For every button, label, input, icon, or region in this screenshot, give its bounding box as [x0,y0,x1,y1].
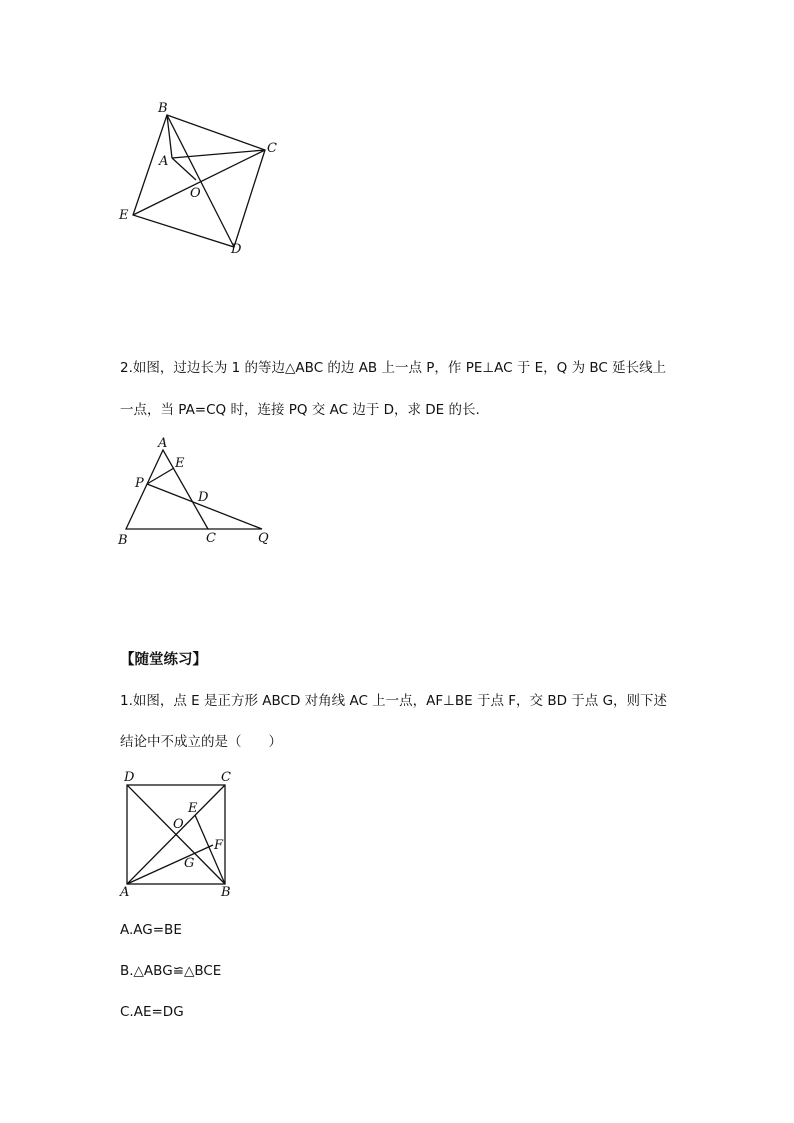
label-c: C [206,531,216,546]
practice-question-line-1: 1.如图，点 E 是正方形 ABCD 对角线 AC 上一点，AF⊥BE 于点 F，交 BD 于点 G，则下述 [120,693,668,709]
label-d: D [124,770,135,785]
segment-af [127,845,213,884]
label-b: B [221,885,231,900]
figure-2-triangle [110,430,280,555]
label-d: D [231,242,242,257]
outer-quadrilateral [133,115,265,247]
label-f: F [214,838,224,853]
label-b: B [118,533,128,548]
label-a: A [159,154,169,169]
label-g: G [184,856,195,871]
figure-1-quadrilateral [110,95,300,265]
label-c: C [267,141,277,156]
figure-2-svg [110,430,280,555]
label-q: Q [258,531,269,546]
segment-ao [172,158,196,180]
diagonal-ec [133,150,265,215]
label-e: E [188,801,198,816]
problem-2-line-1: 2.如图，过边长为 1 的等边△ABC 的边 AB 上一点 P，作 PE⊥AC 于 E，Q 为 BC 延长线上 [120,360,667,376]
figure-1-svg [110,95,300,265]
label-o: O [190,186,201,201]
label-o: O [173,817,184,832]
label-a: A [158,436,168,451]
practice-heading: 【随堂练习】 [120,652,207,668]
label-d: D [198,490,209,505]
label-e: E [119,208,129,223]
option-c: C.AE=DG [120,1004,184,1020]
figure-3-svg [110,765,250,905]
label-c: C [221,770,231,785]
segment-ba [167,115,172,158]
label-p: P [135,476,144,491]
label-b: B [158,101,168,116]
option-a: A.AG=BE [120,922,182,938]
practice-question-line-2: 结论中不成立的是（ ） [120,734,282,750]
figure-3-square [110,765,250,905]
label-e: E [175,456,185,471]
option-b: B.△ABG≌△BCE [120,963,222,979]
label-a: A [120,885,130,900]
problem-2-line-2: 一点，当 PA=CQ 时，连接 PQ 交 AC 边于 D，求 DE 的长. [120,402,480,418]
